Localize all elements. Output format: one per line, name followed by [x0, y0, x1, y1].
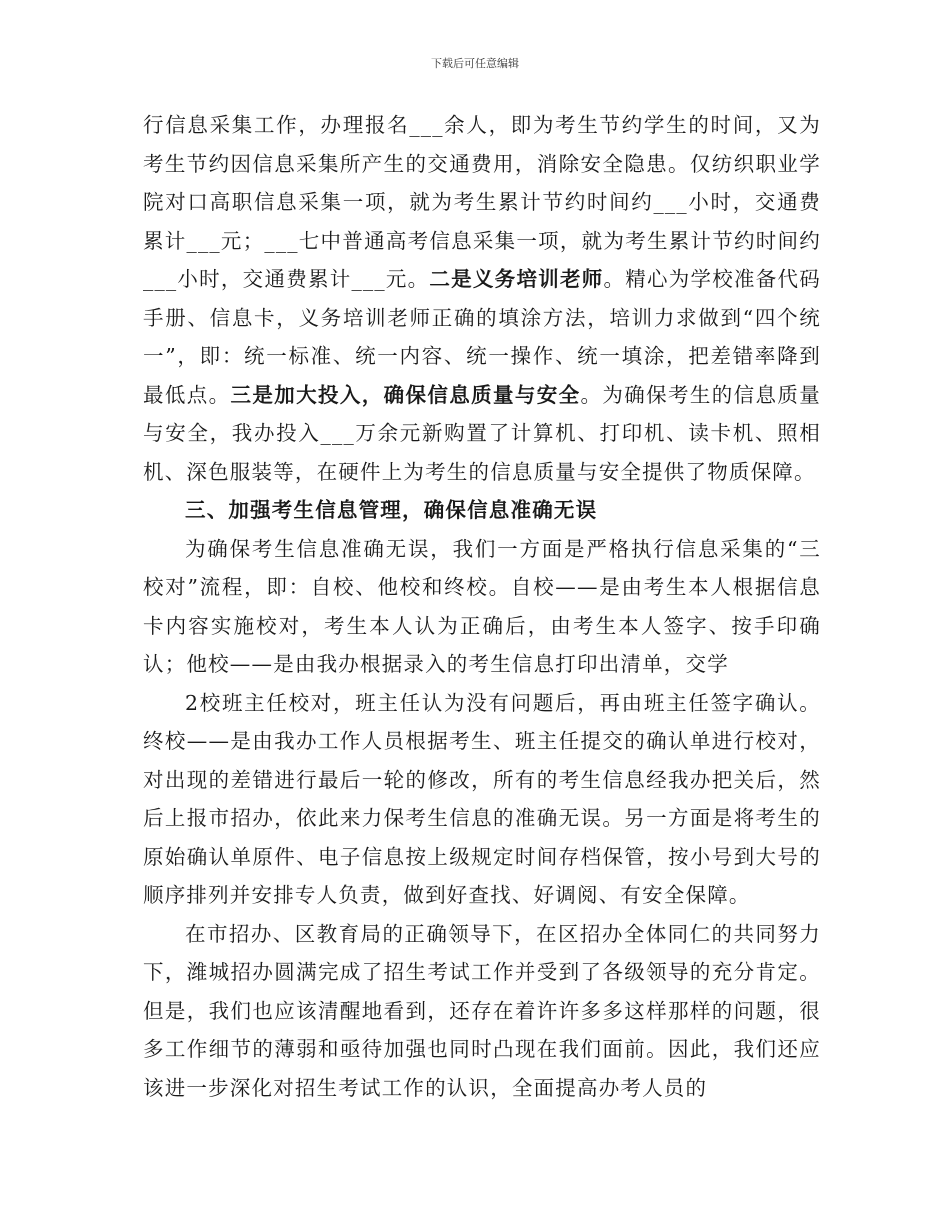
- page-header: 下载后可任意编辑: [431, 57, 519, 70]
- paragraph-final-check: 2校班主任校对，班主任认为没有问题后，再由班主任签字确认。终校——是由我办工作人员根据考生、班主任提交的确认单进行校对，对出现的差错进行最后一轮的修改，所有的考生信息经我办把关后，然后上报市招办，依此来力保考生信息的准确无误。另一方面是将考生的原始确认单原件、电子信息按上级规定时间存档保管，按小号到大号的顺序排列并安排专人负责，做到好查找、好调阅、有安全保障。: [143, 690, 821, 907]
- paragraph-text: 。精心为学校准备代码手册、信息卡，义务培训老师正确的填涂方法，培训力求做到“四个统一”，即：统一标准、统一内容、统一操作、统一填涂，把差错率降到最低点。: [143, 267, 822, 407]
- paragraph-verification: 为确保考生信息准确无误，我们一方面是严格执行信息采集的“三校对”流程，即：自校、他校和终校。自校——是由考生本人根据信息卡内容实施校对，考生本人认为正确后，由考生本人签字、按手印确认；他校——是由我办根据录入的考生信息打印出清单，交学: [143, 536, 821, 676]
- bold-point-training: 二是义务培训老师: [429, 267, 604, 291]
- document-body: [143, 106, 821, 1107]
- paragraph-text: 行信息采集工作，办理报名___余人，即为考生节约学生的时间，又为考生节约因信息采集所产生的交通费用，消除安全隐患。仅纺织职业学院对口高职信息采集一项，就为考生累计节约时间约___小时，交通费累计___元；___七中普通高考信息采集一项，就为考生累计节约时间约___小时，交通费累计___元。: [143, 113, 821, 291]
- paragraph-conclusion: 在市招办、区教育局的正确领导下，在区招办全体同仁的共同努力下，潍城招办圆满完成了招生考试工作并受到了各级领导的充分肯定。但是，我们也应该清醒地看到，还存在着许许多多这样那样的问题，很多工作细节的薄弱和亟待加强也同时凸现在我们面前。因此，我们还应该进一步深化对招生考试工作的认识，全面提高办考人员的: [143, 921, 821, 1100]
- paragraph-text: 。为确保考生的信息质量与安全，我办投入___万余元新购置了计算机、打印机、读卡机、照相机、深色服装等，在硬件上为考生的信息质量与安全提供了物质保障。: [143, 382, 821, 484]
- paragraph-info-collection: [143, 106, 821, 491]
- section-heading: [143, 491, 821, 530]
- bold-point-investment: 三是加大投入，确保信息质量与安全: [230, 382, 581, 407]
- section-heading-text: 三、加强考生信息管理，确保信息准确无误: [185, 498, 598, 522]
